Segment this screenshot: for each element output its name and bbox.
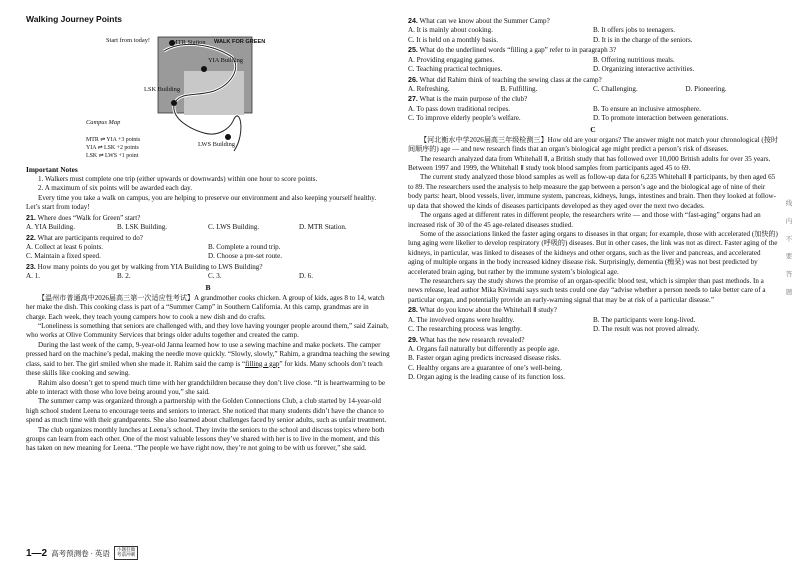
yia-marker-icon (201, 66, 207, 72)
option-a[interactable]: A. To pass down traditional recipes. (408, 104, 511, 113)
note-line: 2. A maximum of six points will be awarded each day. (38, 184, 192, 193)
passage-a-title: Walking Journey Points (26, 14, 123, 24)
passage-c-paragraph: The current study analyzed those blood samples as well as follow-up data for 6,235 Whitehall Ⅱ participants, by then aged 65 to 89. The researchers used the analysis to help measure the gap between a person’s age and the biological age of nine of their body parts: heart, blood vessels, liver, immune system, pancreas, kidneys, lungs, intestines and brain. Then they looked at follow-up data that showed the kinds of diseases participants developed as they aged over the next two decades. (408, 173, 776, 210)
question-28 (408, 306, 778, 334)
option-b[interactable]: B. Faster organ aging predicts increased disease risks. (408, 354, 561, 363)
question-stem: What can we know about the Summer Camp? (419, 17, 550, 25)
option-a[interactable]: A. Providing engaging games. (408, 55, 495, 64)
passage-b-paragraph: Rahim also doesn’t get to spend much time with her grandchildren because they don’t live close. “It is heartwarming to be able to interact with those who love being around you,” she said. (26, 378, 386, 396)
map-label-mtr: MTR Station (172, 39, 206, 47)
map-label-lsk: LSK Building (144, 86, 181, 94)
option-a[interactable]: A. 1. (26, 272, 40, 281)
section-c-heading: C (590, 124, 596, 134)
question-stem: What is the main purpose of the club? (419, 95, 528, 104)
passage-b-paragraph: The club organizes monthly lunches at Leena’s school. They invite the seniors to the school and discuss topics where both groups can learn from each other. One of the most valuable lessons they’ve shared with her is to live in the moment, and this has taken on new meaning for Leena. “The people we have right now, they’re not going to be with us forever,” she said. (26, 425, 385, 453)
sidebar-char: 答 (785, 271, 793, 279)
section-b-heading: B (205, 282, 211, 292)
footer-badge (114, 546, 138, 560)
passage-b-paragraph: 【温州市普通高中2026届高三第一次适应性考试】A grandmother cooks chicken. A group of kids, ages 8 to 14, watch her make the dish. This cooking class is part of a “Summer Camp” in Southern California. At this camp, grandmas are in charge. Each week, they teach young campers how to cook a new dish and do crafts. (26, 293, 385, 321)
option-d[interactable]: D. 6. (299, 272, 313, 281)
option-b[interactable]: B. Complete a round trip. (208, 242, 281, 251)
option-a[interactable]: A. Collect at least 6 points. (26, 242, 104, 251)
question-stem: What did Rahim think of teaching the sewing class at the camp? (419, 75, 602, 84)
option-d[interactable]: D. Choose a pre-set route. (208, 252, 283, 261)
question-stem: How many points do you get by walking from YIA Building to LWS Building? (37, 262, 263, 271)
passage-b-paragraph: The summer camp was organized through a partnership with the Golden Connections Club, a club started by 14-year-old high school student Leena to encourage teens and seniors to interact. She noticed that many students didn’t have the chance to spend as much time with their grandparents. She also learned about challenges faced by senior adults, such as unfair treatment. (26, 397, 387, 425)
question-stem: What do you know about the Whitehall Ⅱ study? (419, 306, 557, 315)
question-24 (408, 17, 778, 45)
campus-map (86, 33, 266, 161)
question-number: 26. (408, 75, 418, 84)
question-stem: What do the underlined words “filling a gap” refer to in paragraph 3? (419, 46, 617, 55)
option-d[interactable]: D. Pioneering. (685, 84, 727, 93)
option-a[interactable]: A. The involved organs were healthy. (408, 315, 515, 324)
map-label-lws: LWS Building (198, 141, 235, 149)
passage-c-paragraph: The research analyzed data from Whitehall Ⅱ, a British study that has followed over 10,000 British adults for over 35 years. Between 1997 and 1999, the Whitehall Ⅱ study took blood samples from participants aged 45 to 69. (408, 154, 771, 172)
passage-b-paragraph: “Loneliness is something that seniors are challenged with, and they love having younger people around them,” said Zainab, who works at Olive Community Services that brings older adults together and created the camp. (26, 322, 389, 340)
score-rule: LSK ⇌ LWS +1 point (86, 153, 139, 160)
question-stem: Where does “Walk for Green” start? (37, 213, 141, 222)
lsk-marker-icon (171, 100, 177, 106)
question-number: 28. (408, 306, 418, 315)
badge-text: 考前冲刺 (116, 552, 136, 558)
option-b[interactable]: B. LSK Building. (117, 223, 168, 232)
sidebar-char: 题 (785, 288, 793, 296)
sidebar-char: 内 (785, 217, 793, 225)
passage-c-paragraph: The organs aged at different rates in different people, the researchers write — and those with “fast-aging” organs had an increased risk of 30 of the 45 age-related diseases studied. (408, 211, 761, 229)
page-footer (26, 546, 138, 560)
underlined-phrase: filling a gap (245, 359, 280, 368)
option-b[interactable]: B. The participants were long-lived. (593, 315, 696, 324)
question-22 (26, 234, 390, 262)
option-d[interactable]: D. It is in the charge of the seniors. (593, 35, 693, 44)
note-line: 1. Walkers must complete one trip (either upwards or downwards) within one hour to score points. (38, 175, 318, 183)
option-c[interactable]: C. The researching process was lengthy. (408, 325, 522, 334)
right-column (408, 16, 778, 383)
option-b[interactable]: B. It offers jobs to teenagers. (593, 26, 676, 35)
left-column (26, 0, 390, 454)
map-brand: WALK FOR GREEN (214, 39, 266, 46)
question-number: 24. (408, 17, 418, 25)
question-26 (408, 76, 778, 95)
question-29 (408, 336, 778, 383)
option-a[interactable]: A. Organs fail naturally but differently as people age. (408, 345, 560, 354)
notes-title: Important Notes (26, 165, 78, 175)
map-label-yia: YIA Building (208, 57, 243, 65)
question-23 (26, 263, 390, 282)
score-rule: MTR ⇌ YIA +3 points (86, 137, 141, 144)
option-b[interactable]: B. Fulfilling. (500, 84, 538, 93)
passage-c-paragraph: Some of the associations linked the faster aging organs to diseases in that organ; for example, those with accelerated (加快的) lung aging were likelier to develop respiratory (呼吸的) diseases. But in other cases, the link was not as direct. Faster aging of the kidneys, in particular, was linked to diseases of the kidneys and other organs, such as the liver and pancreas, and accelerated aging of multiple organs in the body increased kidney disease risk. Surprisingly, dementia (痴呆) was not best predicted by accelerated brain aging, but rather by the immune system’s biological age. (408, 229, 778, 276)
question-25 (408, 46, 778, 74)
passage-c-paragraph: The researchers say the study shows the promise of an organ-specific blood test, which is simpler than past methods. In a news release, lead author Mika Kivimaki says such tests could one day “advise whether a person needs to take better care of a particular organ, and potentially provide an early-warning signal that may be at risk of a particular disease.” (408, 277, 766, 304)
option-c[interactable]: C. Maintain a fixed speed. (26, 252, 101, 261)
option-a[interactable]: A. Refreshing. (408, 84, 450, 93)
note-line: Every time you take a walk on campus, you are helping to preserve our environment and also keeping yourself healthy. Let’s start from today! (26, 193, 377, 212)
map-start: Start from today! (106, 37, 151, 45)
passage-c-paragraph: 【河北衡水中学2026届高三年级检测三】How old are your organs? The answer might not match your chronological (按时间顺序的) age — and new research finds that an organ’s biological age might predict a person’s risk of diseases. (408, 135, 778, 154)
option-c[interactable]: C. Teaching practical techniques. (408, 65, 503, 74)
option-c[interactable]: C. Healthy organs are a guarantee of one’s well-being. (408, 363, 563, 372)
paragraph-text: During the last week of the camp, 9-year-old Janna learned how to use a sewing machine and make pockets. The camper pressed hard on the machine’s pedal, making the needle move quickly. “Slowly, slowly,” Rahim, a grandma teaching the sewing class, said to her. The girl smiled when she made it. Rahim said the camp is “ (26, 340, 390, 368)
badge-text: 小题狂做 (116, 547, 136, 553)
question-number: 27. (408, 95, 418, 104)
option-c[interactable]: C. To improve elderly people’s welfare. (408, 114, 521, 123)
sidebar-char: 线 (785, 200, 793, 207)
question-stem: What has the new research revealed? (419, 335, 525, 344)
passage-b-paragraph (26, 341, 390, 379)
lws-marker-icon (225, 134, 231, 140)
option-b[interactable]: B. Offering nutritious meals. (593, 55, 675, 64)
question-number: 29. (408, 335, 418, 344)
option-c[interactable]: C. LWS Building. (208, 223, 260, 232)
option-a[interactable]: A. It is mainly about cooking. (408, 26, 493, 35)
option-d[interactable]: D. MTR Station. (299, 223, 347, 232)
sidebar-char: 要 (785, 253, 793, 261)
question-number: 21. (26, 213, 36, 222)
question-number: 23. (26, 262, 36, 271)
question-27 (408, 95, 778, 123)
option-c[interactable]: C. It is held on a monthly basis. (408, 35, 499, 44)
map-caption: Campus Map (86, 119, 121, 127)
score-rule: YIA ⇌ LSK +2 points (86, 145, 139, 152)
question-21 (26, 214, 390, 233)
option-c[interactable]: C. Challenging. (593, 84, 638, 93)
option-b[interactable]: B. To ensure an inclusive atmosphere. (593, 104, 701, 113)
option-d[interactable]: D. Organ aging is the leading cause of its function loss. (408, 373, 566, 382)
binding-line-notice (784, 200, 794, 307)
paragraph-text: ” for kids. Many schools don’t teach these skills like cooking and sewing. (26, 359, 383, 378)
question-number: 22. (26, 233, 36, 242)
option-d[interactable]: D. To promote interaction between generations. (593, 114, 729, 123)
option-d[interactable]: D. Organizing interactive activities. (593, 65, 695, 74)
option-d[interactable]: D. The result was not proved already. (593, 325, 700, 334)
option-b[interactable]: B. 2. (117, 272, 131, 281)
option-c[interactable]: C. 3. (208, 272, 222, 281)
option-a[interactable]: A. YIA Building. (26, 223, 76, 232)
page-number: 1—2 (26, 547, 48, 559)
question-number: 25. (408, 46, 418, 55)
question-stem: What are participants required to do? (37, 233, 143, 242)
sidebar-char: 不 (785, 235, 793, 243)
footer-label: 高考预测卷 · 英语 (51, 548, 110, 558)
